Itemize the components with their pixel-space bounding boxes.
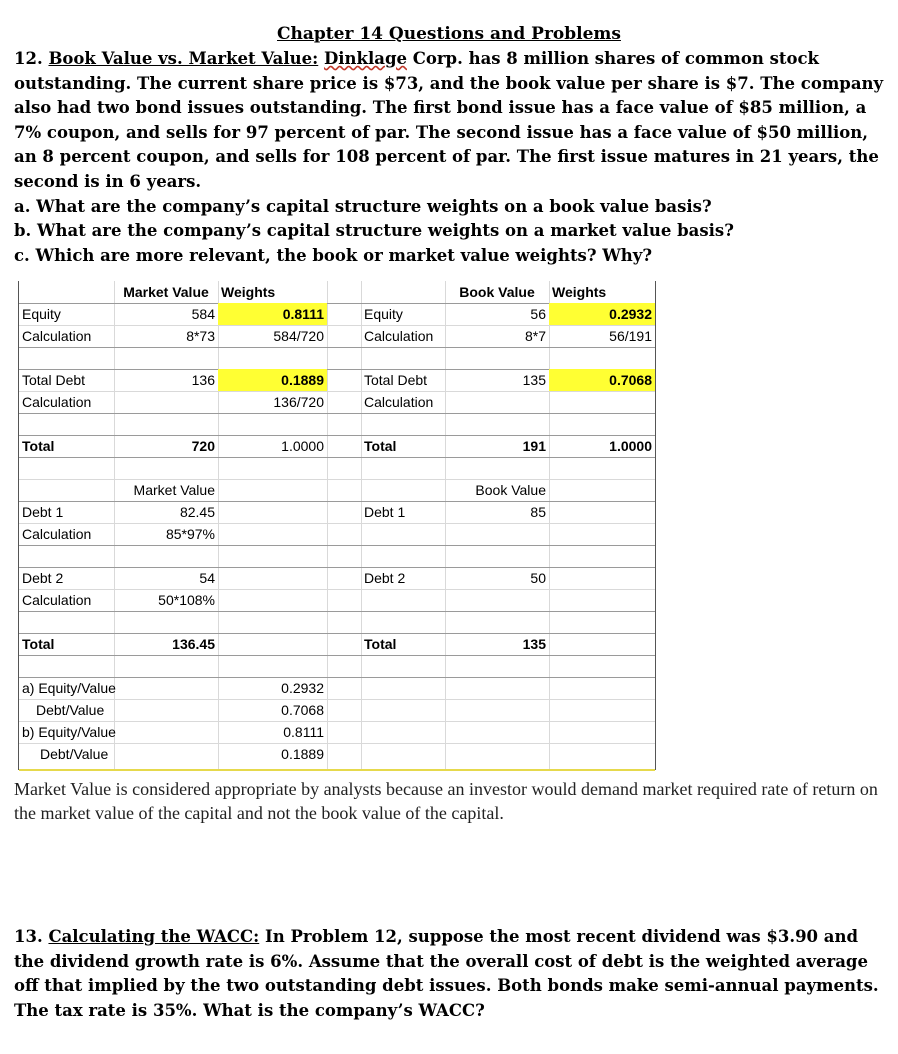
debt2-label-right: Debt 2 — [364, 570, 406, 586]
answer-a-equity-label: a) Equity/Value — [22, 680, 116, 696]
problem-13-body: In Problem 12, suppose the most recent dividend was $3.90 and the dividend growth rate is 6%. Assume that the overall cost of debt is the weighted average off that implied by the two outstanding debt issues. Both bonds make semi-annual payments. The tax rate is 35%. What is the company’s WACC? — [14, 927, 879, 1020]
problem-13-number: 13. — [14, 927, 43, 946]
debt-total-book-value: 135 — [522, 636, 546, 652]
header-weights-left: Weights — [221, 284, 276, 300]
debt-total-market-value: 136.45 — [172, 636, 215, 652]
header-weights-right: Weights — [552, 284, 607, 300]
conclusion-text: Market Value is considered appropriate by analysts because an investor would demand market required rate of return on the market value of the capital and not the book value of the capital. — [14, 779, 878, 823]
problem-12-question-c: c. Which are more relevant, the book or market value weights? Why? — [14, 245, 653, 265]
debt-total-label-right: Total — [364, 636, 397, 652]
problem-12 — [14, 47, 884, 268]
answer-b-equity-label: b) Equity/Value — [22, 724, 116, 740]
problem-12-company: Dinklage — [323, 49, 407, 68]
debt1-calc-label: Calculation — [22, 526, 92, 542]
debt2-calc-label: Calculation — [22, 592, 92, 608]
debt-market-weight-calc: 136/720 — [273, 394, 324, 410]
total-label: Total — [22, 438, 55, 454]
equity-book-calc: 8*7 — [524, 328, 546, 344]
total-label-right: Total — [364, 438, 397, 454]
debt-label: Total Debt — [22, 372, 86, 388]
debt-label-right: Total Debt — [364, 372, 428, 388]
debt-calc-label: Calculation — [22, 394, 92, 410]
total-market-weight: 1.0000 — [281, 438, 324, 454]
problem-12-question-b: b. What are the company’s capital structure weights on a market value basis? — [14, 221, 734, 241]
spreadsheet — [18, 281, 656, 770]
equity-book-value: 56 — [530, 306, 546, 322]
total-book-weight: 1.0000 — [609, 438, 652, 454]
equity-calc-label-right: Calculation — [364, 328, 434, 344]
debt1-market-value: 82.45 — [179, 504, 215, 520]
problem-12-question-a: a. What are the company’s capital structure weights on a book value basis? — [14, 196, 712, 216]
debt2-label: Debt 2 — [22, 570, 64, 586]
debt-market-value: 136 — [191, 372, 215, 388]
debt-market-weight: 0.1889 — [218, 369, 327, 391]
problem-13 — [14, 925, 884, 1023]
answer-b-debt-value: 0.1889 — [281, 746, 324, 762]
equity-market-value: 584 — [191, 306, 215, 322]
chapter-title: Chapter 14 Questions and Problems — [277, 24, 621, 44]
equity-book-weight: 0.2932 — [549, 303, 655, 325]
debt1-market-calc: 85*97% — [165, 526, 215, 542]
header-market-value: Market Value — [123, 284, 209, 300]
problem-13-heading: Calculating the WACC: — [48, 927, 260, 946]
debt-total-label: Total — [22, 636, 55, 652]
debt-book-weight: 0.7068 — [549, 369, 655, 391]
equity-label: Equity — [22, 306, 61, 322]
answer-a-equity-value: 0.2932 — [281, 680, 324, 696]
problem-12-number: 12. — [14, 49, 43, 68]
total-market-value: 720 — [191, 438, 215, 454]
equity-label-right: Equity — [364, 306, 403, 322]
debt1-book-value: 85 — [530, 504, 546, 520]
equity-calc-label: Calculation — [22, 328, 92, 344]
debt2-market-calc: 50*108% — [158, 592, 215, 608]
problem-12-heading: Book Value vs. Market Value: — [48, 49, 319, 68]
debt-section-book-header: Book Value — [475, 482, 546, 498]
debt2-book-value: 50 — [530, 570, 546, 586]
debt-section-market-header: Market Value — [133, 482, 215, 498]
equity-book-weight-calc: 56/191 — [609, 328, 652, 344]
answer-a-debt-label: Debt/Value — [36, 702, 105, 718]
problem-12-body: Corp. has 8 million shares of common stock outstanding. The current share price is $73, and the book value per share is $7. The company also had two bond issues outstanding. The first bond issue has a face value of $85 million, a 7% coupon, and sells for 97 percent of par. The second issue has a face value of $50 million, an 8 percent coupon, and sells for 108 percent of par. The first issue matures in 21 years, the second is in 6 years. — [14, 49, 884, 191]
answer-a-debt-value: 0.7068 — [281, 702, 324, 718]
answer-b-equity-value: 0.8111 — [283, 724, 324, 740]
equity-market-weight: 0.8111 — [218, 303, 327, 325]
equity-market-calc: 8*73 — [186, 328, 215, 344]
equity-market-weight-calc: 584/720 — [273, 328, 324, 344]
header-book-value: Book Value — [459, 284, 535, 300]
debt2-market-value: 54 — [199, 570, 215, 586]
total-book-value: 191 — [522, 438, 546, 454]
debt1-label: Debt 1 — [22, 504, 64, 520]
debt1-label-right: Debt 1 — [364, 504, 406, 520]
debt-book-value: 135 — [522, 372, 546, 388]
answer-b-debt-label: Debt/Value — [40, 746, 109, 762]
debt-calc-label-right: Calculation — [364, 394, 434, 410]
